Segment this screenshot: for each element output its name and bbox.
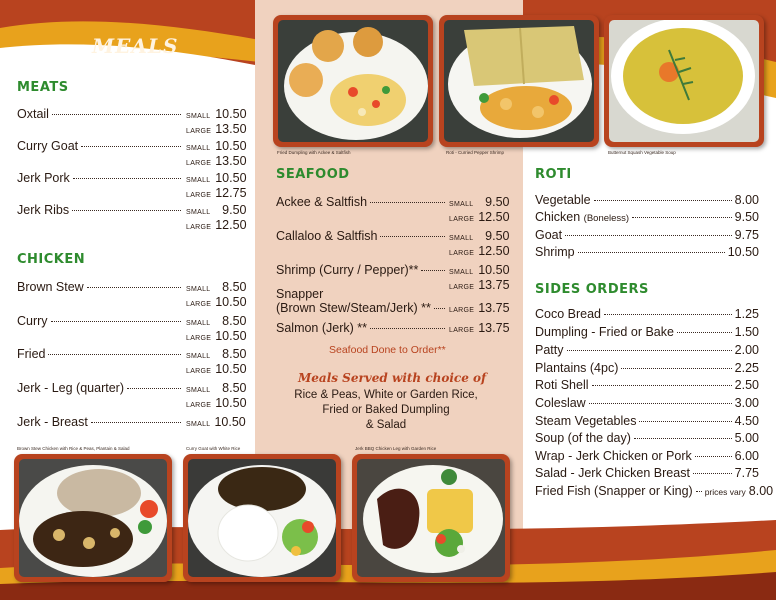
small-price: 10.50 [215, 139, 247, 153]
photo-caption: Jerk BBQ Chicken Leg with Garden Rice [355, 446, 437, 451]
photo-ackee-saltfish [273, 15, 433, 147]
large-price: 13.75 [478, 301, 510, 315]
item-prices [449, 195, 510, 224]
small-price: 9.50 [222, 203, 247, 217]
small-price: 10.50 [478, 263, 510, 277]
menu-item-salmon [276, 321, 448, 335]
item-name: Jerk - Breast [17, 415, 88, 429]
item-sub: (Boneless) [583, 213, 630, 224]
large-price: 12.50 [478, 210, 510, 224]
large-label: LARGE [449, 307, 475, 314]
photo-caption: Butternut Squash Vegetable Soup [608, 150, 676, 155]
menu-item-side [535, 449, 759, 463]
item-prices [449, 229, 510, 258]
small-price: 8.50 [222, 280, 247, 294]
large-price: 12.75 [215, 186, 247, 200]
photo-caption: Brown Stew Chicken with Rice & Peas, Plantain & Salad [17, 446, 130, 451]
item-name: Snapper [276, 287, 324, 301]
chicken-heading: CHICKEN [17, 252, 86, 267]
menu-item-side [535, 431, 759, 445]
food-photo-icon [278, 20, 428, 142]
item-name: (Brown Stew/Steam/Jerk) ** [276, 301, 431, 315]
photo-soup [604, 15, 764, 147]
large-label: LARGE [449, 216, 475, 223]
item-price: 9.50 [734, 210, 759, 224]
small-label: SMALL [186, 286, 211, 293]
item-price: 2.00 [734, 343, 759, 357]
food-photo-icon [444, 20, 594, 142]
photo-curry-goat [183, 454, 341, 582]
item-name: Patty [535, 343, 564, 357]
large-label: LARGE [186, 160, 212, 167]
small-label: SMALL [449, 201, 474, 208]
item-name: Shrimp (Curry / Pepper)** [276, 263, 419, 277]
item-price: 2.50 [734, 378, 759, 392]
item-price: 8.00 [748, 484, 774, 498]
small-label: SMALL [449, 269, 474, 276]
small-label: SMALL [186, 209, 211, 216]
item-prices [449, 321, 510, 335]
item-name: Roti Shell [535, 378, 589, 392]
seafood-note: Seafood Done to Order** [329, 344, 446, 356]
roti-heading: ROTI [535, 167, 572, 182]
item-price: 1.50 [734, 325, 759, 339]
menu-item-jerk-ribs [17, 203, 184, 217]
item-price: 5.00 [734, 431, 759, 445]
large-label: LARGE [449, 284, 475, 291]
menu-item-side [535, 414, 759, 428]
large-price: 13.50 [215, 122, 247, 136]
menu-item-snapper [276, 301, 448, 315]
item-prices [449, 301, 510, 315]
item-name: Dumpling - Fried or Bake [535, 325, 674, 339]
large-label: LARGE [449, 327, 475, 334]
item-prices [186, 139, 247, 168]
large-label: LARGE [186, 402, 212, 409]
item-prices [186, 171, 247, 200]
small-label: SMALL [186, 387, 211, 394]
item-name: Curry Goat [17, 139, 79, 153]
menu-item-oxtail [17, 107, 184, 121]
small-label: SMALL [186, 320, 211, 327]
small-label: SMALL [186, 421, 211, 428]
item-prices [186, 381, 247, 410]
item-prices [186, 415, 246, 429]
menu-item-ackee-saltfish [276, 195, 448, 209]
item-name: Plantains (4pc) [535, 361, 619, 375]
photo-roti-shrimp [439, 15, 599, 147]
item-price: 1.25 [734, 307, 759, 321]
large-price: 10.50 [215, 329, 247, 343]
item-price: 3.00 [734, 396, 759, 410]
small-label: SMALL [186, 113, 211, 120]
menu-item-side [535, 466, 759, 480]
menu-item-side [535, 361, 759, 375]
menu-item-side [535, 325, 759, 339]
item-name: Jerk Ribs [17, 203, 70, 217]
photo-caption: Roti - Curried Pepper Shrimp [446, 150, 505, 155]
large-price: 13.75 [478, 278, 510, 292]
served-line: Rice & Peas, White or Garden Rice, [294, 389, 478, 401]
item-price: 9.75 [734, 228, 759, 242]
food-photo-icon [609, 20, 759, 142]
item-prices [186, 347, 247, 376]
item-name: Shrimp [535, 245, 575, 259]
item-name: Steam Vegetables [535, 414, 637, 428]
large-label: LARGE [186, 301, 212, 308]
item-note: prices vary [704, 487, 746, 497]
photo-jerk-chicken [352, 454, 510, 582]
photo-caption: Curry Goat with White Rice [186, 446, 241, 451]
item-name: Vegetable [535, 193, 591, 207]
menu-item-side [535, 378, 759, 392]
small-price: 10.50 [215, 107, 247, 121]
large-label: LARGE [449, 250, 475, 257]
item-price: 6.00 [734, 449, 759, 463]
item-name: Coleslaw [535, 396, 586, 410]
large-label: LARGE [186, 368, 212, 375]
menu-item-side [535, 396, 759, 410]
large-price: 13.50 [215, 154, 247, 168]
menu-item-jerk-breast [17, 415, 184, 429]
item-name: Coco Bread [535, 307, 602, 321]
food-photo-icon [357, 459, 505, 577]
small-label: SMALL [186, 145, 211, 152]
item-name: Soup (of the day) [535, 431, 631, 445]
item-name: Ackee & Saltfish [276, 195, 368, 209]
menu-item-jerk-pork [17, 171, 184, 185]
item-name: Fried Fish (Snapper or King) [535, 484, 693, 498]
small-price: 8.50 [222, 381, 247, 395]
menu-item-vegetable-roti [535, 193, 759, 207]
item-name: Goat [535, 228, 563, 242]
small-label: SMALL [186, 353, 211, 360]
menu-item-brown-stew [17, 280, 184, 294]
page-title: MEALS [92, 34, 179, 58]
item-name [535, 210, 629, 224]
item-name: Wrap - Jerk Chicken or Pork [535, 449, 692, 463]
small-label: SMALL [186, 177, 211, 184]
item-prices [186, 107, 247, 136]
large-price: 13.75 [478, 321, 510, 335]
menu-item-side [535, 484, 774, 498]
menu-item-callaloo-saltfish [276, 229, 448, 243]
item-name: Brown Stew [17, 280, 84, 294]
menu-item-fried-chicken [17, 347, 184, 361]
served-line: Fried or Baked Dumpling [322, 404, 450, 416]
item-name: Jerk - Leg (quarter) [17, 381, 124, 395]
item-name: Callaloo & Saltfish [276, 229, 378, 243]
large-label: LARGE [186, 128, 212, 135]
item-name-text: Chicken [535, 210, 581, 224]
large-price: 10.50 [215, 362, 247, 376]
item-prices [449, 263, 510, 292]
menu-item-shrimp [276, 263, 448, 277]
seafood-heading: SEAFOOD [276, 167, 350, 182]
food-photo-icon [19, 459, 167, 577]
item-price: 8.00 [734, 193, 759, 207]
menu-item-side [535, 343, 759, 357]
small-price: 10.50 [214, 415, 246, 429]
food-photo-icon [188, 459, 336, 577]
small-price: 8.50 [222, 347, 247, 361]
large-price: 12.50 [215, 218, 247, 232]
large-label: LARGE [186, 335, 212, 342]
item-price: 2.25 [734, 361, 759, 375]
item-price: 10.50 [727, 245, 759, 259]
small-price: 10.50 [215, 171, 247, 185]
item-prices [186, 280, 247, 309]
photo-brown-stew [14, 454, 172, 582]
meats-heading: MEATS [17, 80, 69, 95]
menu-item-side [535, 307, 759, 321]
menu-item-curry-chicken [17, 314, 184, 328]
item-name: Salad - Jerk Chicken Breast [535, 466, 690, 480]
menu-item-shrimp-roti [535, 245, 759, 259]
small-price: 9.50 [485, 195, 510, 209]
item-name: Oxtail [17, 107, 49, 121]
served-with-title: Meals Served with choice of [298, 371, 487, 385]
item-prices [186, 314, 247, 343]
sides-heading: SIDES ORDERS [535, 282, 649, 297]
item-name: Curry [17, 314, 48, 328]
large-label: LARGE [186, 224, 212, 231]
served-line: & Salad [365, 419, 407, 431]
menu-item-goat-roti [535, 228, 759, 242]
item-name: Jerk Pork [17, 171, 70, 185]
item-prices [186, 203, 247, 232]
small-price: 9.50 [485, 229, 510, 243]
large-price: 10.50 [215, 295, 247, 309]
item-name: Salmon (Jerk) ** [276, 321, 367, 335]
menu-item-chicken-roti [535, 210, 759, 224]
small-label: SMALL [449, 235, 474, 242]
small-price: 8.50 [222, 314, 247, 328]
photo-caption: Fried Dumpling with Ackee & Saltfish [277, 150, 351, 155]
large-label: LARGE [186, 192, 212, 199]
item-price: 4.50 [734, 414, 759, 428]
large-price: 10.50 [215, 396, 247, 410]
menu-item-jerk-leg [17, 381, 184, 395]
item-name: Fried [17, 347, 46, 361]
item-price: 7.75 [734, 466, 759, 480]
large-price: 12.50 [478, 244, 510, 258]
menu-item-curry-goat [17, 139, 184, 153]
